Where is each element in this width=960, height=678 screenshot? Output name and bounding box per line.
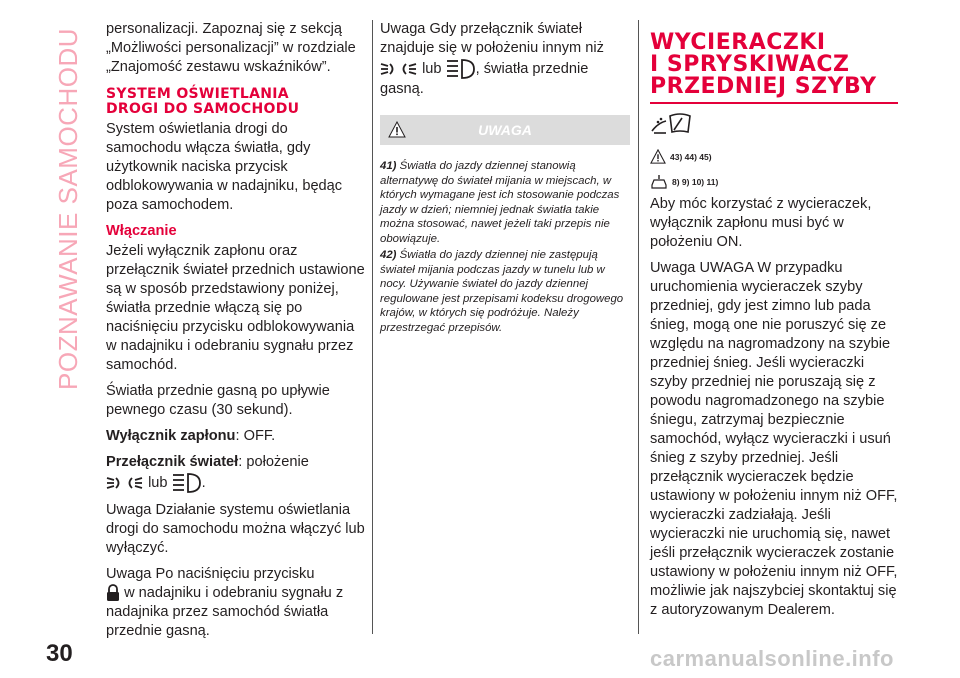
column-2 [380,20,630,337]
wiper-icon [650,112,696,134]
headlight-icon [446,58,476,80]
wipers-snow-note-paragraph: Uwaga UWAGA W przypadku uruchomienia wycieraczek szyby przedniej, gdy jest zimno lub pada śnieg, mogą one nie poruszyć się ze względu na nagromadzony na szybie przedniej śnieg. Jeśli wycieraczki szyby przedniej nie poruszają się z powodu nagromadzonego na szybie śniegu, zatrzymaj bezpiecznie samochód, wyłącz wycieraczki i usuń śnieg z szyby przedniej. Jeśli przełącznik wycieraczek będzie ustawiony w położeniu innym niż OFF, wycieraczki zadziałają. Jeśli wycieraczki nie uruchomią się, nawet jeśli przełącznik wycieraczek zostanie ustawiony w położeniu innym niż OFF, możliwie jak najszybciej skontaktuj się z autoryzowanym Dealerem. [650,260,898,618]
warning-refs-2: 8) 9) 10) 11) [672,176,719,187]
note-switch-paragraph [380,20,630,99]
heading-approach-lighting [106,87,366,117]
switch-dot: . [201,474,206,491]
title-line-1: WYCIERACZKI [650,30,826,55]
title-line-2: I SPRYSKIWACZ [650,52,850,77]
warning-refs-row-1 [650,149,900,164]
or-text: lub [422,60,442,77]
intro-paragraph: personalizacji. Zapoznaj się z sekcją „Możliwości personalizacji” w rozdziale „Znajomość zestawu wskaźników”. [106,21,356,75]
switch-label: Przełącznik świateł [106,454,239,470]
warning-triangle-icon [650,149,666,164]
approach-lighting-paragraph: System oświetlania drogi do samochodu włącza światła, gdy użytkownik naciska przycisk odblokowywania w nadajniku, będąc poza samochodem. [106,121,343,213]
warning-refs-row-2 [650,174,900,189]
section-title-text: POZNAWANIE SAMOCHODU [52,28,83,390]
column-1 [106,20,366,648]
timeout-paragraph: Światła przednie gasną po upływie pewnego czasu (30 sekund). [106,383,330,418]
footnote-42-number: 42) [380,249,397,261]
warning-box-header [380,115,630,145]
section-title-vertical [48,28,88,390]
ignition-line [106,427,366,446]
note-switch-text-b: , światła przednie gasną. [380,60,589,97]
note-switch-text-a: Uwaga Gdy przełącznik świateł znajduje się w położeniu innym niż [380,21,604,56]
headlight-icon [172,472,202,494]
column-divider-2 [638,20,639,634]
title-line-3: PRZEDNIEJ SZYBY [650,74,877,99]
or-text: lub [148,474,168,491]
switch-value: : położenie [238,454,309,470]
note-lock-paragraph [106,565,366,641]
note-lock-text-a: Uwaga Po naciśnięciu przycisku [106,566,315,582]
ignition-label: Wyłącznik zapłonu [106,428,236,444]
heading-line-2: DROGI DO SAMOCHODU [106,101,300,117]
warning-refs-1: 43) 44) 45) [670,151,712,162]
footnote-41-number: 41) [380,160,397,172]
switch-line [106,453,366,494]
footnote-42 [380,248,630,335]
wipers-ignition-paragraph: Aby móc korzystać z wycieraczek, wyłącznik zapłonu musi być w położeniu ON. [650,196,872,250]
car-warning-icon [650,174,668,189]
footnote-41-text: Światła do jazdy dziennej stanowią alternatywę do świateł mijania w miejscach, w których wymagane jest ich stosowanie podczas jazdy w dzień; niemniej jednak światła takie można stosować, nawet jeżeli taki przepis nie obowiązuje. [380,160,620,245]
title-underline [650,102,898,104]
watermark: carmanualsonline.info [650,646,894,671]
column-divider-1 [372,20,373,634]
heading-line-1: SYSTEM OŚWIETLANIA [106,86,289,102]
note-toggle-paragraph: Uwaga Działanie systemu oświetlania drogi do samochodu można włączyć lub wyłączyć. [106,502,365,556]
subheading-enable: Włączanie [106,223,177,239]
footnote-41 [380,159,630,246]
section-heading-wipers [650,32,900,98]
warning-label: UWAGA [478,122,532,138]
column-3 [650,20,900,627]
parking-light-icon [106,474,144,492]
note-lock-text-b: w nadajniku i odebraniu sygnału z nadajnika przez samochód światła przednie gasną. [106,585,344,639]
parking-light-icon [380,60,418,78]
ignition-value: : OFF. [235,428,276,444]
footnote-42-text: Światła do jazdy dziennej nie zastępują świateł mijania podczas jazdy w tunelu lub w nocy. Używanie świateł do jazdy dziennej regulowane jest przepisami kodeksu drogowego krajów, w których się podróżuje. Należy przestrzegać przepisów. [380,249,624,334]
enable-paragraph: Jeżeli wyłącznik zapłonu oraz przełącznik świateł przednich ustawione są w sposób przedstawiony poniżej, światła przednie włączą się po naciśnięciu przycisku odblokowywania w nadajniku i odebraniu sygnału przez samochód. [106,243,365,373]
page-number: 30 [46,640,73,667]
lock-icon [106,584,120,602]
